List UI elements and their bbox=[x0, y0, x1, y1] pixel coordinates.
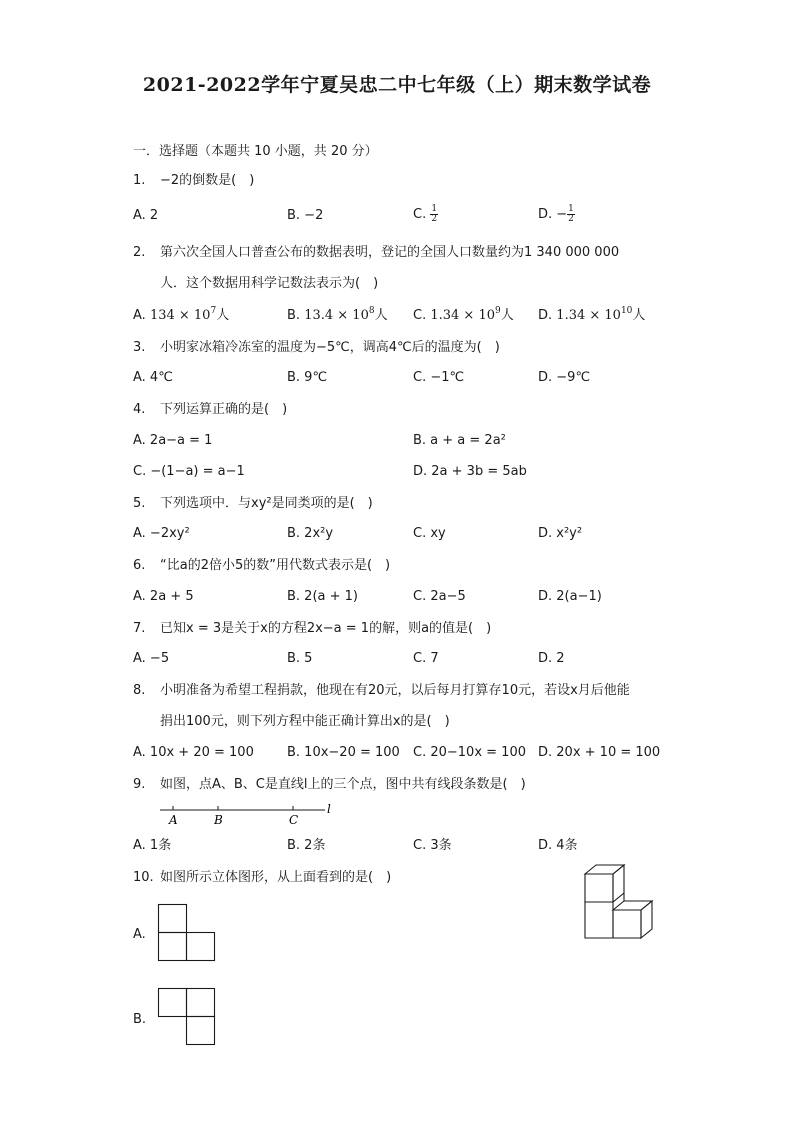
q9-option-c: C. 3条 bbox=[413, 838, 452, 853]
q10-option-a-figure bbox=[157, 903, 219, 965]
q6-option-d: D. 2(a−1) bbox=[538, 589, 602, 604]
question-10-stem: 如图所示立体图形，从上面看到的是( ) bbox=[160, 870, 392, 885]
q3-option-d: D. −9℃ bbox=[538, 370, 591, 385]
q4-option-c: C. −(1−a) = a−1 bbox=[133, 464, 245, 479]
q10-option-a: A. bbox=[133, 927, 146, 942]
q4-option-d: D. 2a + 3b = 5ab bbox=[413, 464, 527, 479]
q6-option-c: C. 2a−5 bbox=[413, 589, 466, 604]
question-2: 2. 第六次全国人口普查公布的数据表明，登记的全国人口数量约为1 340 000 000 bbox=[133, 245, 620, 260]
point-c-label: C bbox=[289, 813, 299, 827]
q9-option-a: A. 1条 bbox=[133, 838, 172, 853]
question-8: 8. 小明准备为希望工程捐款，他现在有20元，以后每月打算存10元，若设x月后他能 bbox=[133, 683, 630, 698]
fraction: $\frac{1}{2}$ bbox=[568, 204, 574, 224]
q8-option-c: C. 20−10x = 100 bbox=[413, 745, 526, 760]
q8-option-b: B. 10x−20 = 100 bbox=[287, 745, 400, 760]
q2-option-d: D. $1.34 \times 10^{10}$人 bbox=[538, 306, 646, 323]
point-b-label: B bbox=[214, 813, 223, 827]
q4-option-a: A. 2a−a = 1 bbox=[133, 433, 213, 448]
q2-option-a: A. $134 \times 10^7$人 bbox=[133, 306, 230, 323]
q1-option-a: A. 2 bbox=[133, 208, 159, 223]
q4-option-b: B. a + a = 2a² bbox=[413, 433, 506, 448]
line-l-label: l bbox=[327, 802, 331, 816]
q10-option-b-figure bbox=[157, 987, 219, 1049]
question-8-stem-cont: 捐出100元，则下列方程中能正确计算出x的是( ) bbox=[160, 714, 450, 729]
q5-option-b: B. 2x²y bbox=[287, 526, 334, 541]
q1-option-d: D. − $\frac{1}{2}$ bbox=[538, 204, 574, 224]
q8-option-d: D. 20x + 10 = 100 bbox=[538, 745, 661, 760]
question-3: 3. 小明家冰箱冷冻室的温度为−5℃，调高4℃后的温度为( ) bbox=[133, 340, 500, 355]
question-5: 5. 下列选项中．与xy²是同类项的是( ) bbox=[133, 496, 373, 511]
q3-option-c: C. −1℃ bbox=[413, 370, 465, 385]
question-4: 4. 下列运算正确的是( ) bbox=[133, 402, 288, 417]
question-4-stem: 下列运算正确的是( ) bbox=[160, 402, 288, 417]
question-10: 10. 如图所示立体图形，从上面看到的是( ) bbox=[133, 870, 392, 885]
question-7: 7. 已知x = 3是关于x的方程2x−a = 1的解，则a的值是( ) bbox=[133, 621, 492, 636]
q6-option-b: B. 2(a + 1) bbox=[287, 589, 358, 604]
q5-option-d: D. x²y² bbox=[538, 526, 583, 541]
q6-option-a: A. 2a + 5 bbox=[133, 589, 194, 604]
q7-option-c: C. 7 bbox=[413, 651, 439, 666]
question-3-stem: 小明家冰箱冷冻室的温度为−5℃，调高4℃后的温度为( ) bbox=[160, 340, 500, 355]
q9-option-b: B. 2条 bbox=[287, 838, 326, 853]
solid-figure bbox=[580, 860, 665, 950]
question-6-stem: “比a的2倍小5的数”用代数式表示是( ) bbox=[160, 558, 391, 573]
q5-option-c: C. xy bbox=[413, 526, 446, 541]
q3-option-a: A. 4℃ bbox=[133, 370, 173, 385]
q1-option-c: C. $\frac{1}{2}$ bbox=[413, 204, 438, 224]
question-8-stem: 小明准备为希望工程捐款，他现在有20元，以后每月打算存10元，若设x月后他能 bbox=[160, 683, 630, 698]
q7-option-b: B. 5 bbox=[287, 651, 313, 666]
question-5-stem: 下列选项中．与xy²是同类项的是( ) bbox=[160, 496, 373, 511]
q1-option-b: B. −2 bbox=[287, 208, 324, 223]
q7-option-d: D. 2 bbox=[538, 651, 565, 666]
line-figure bbox=[155, 800, 345, 830]
q3-option-b: B. 9℃ bbox=[287, 370, 328, 385]
question-2-stem: 第六次全国人口普查公布的数据表明，登记的全国人口数量约为1 340 000 000 bbox=[160, 245, 620, 260]
q8-option-a: A. 10x + 20 = 100 bbox=[133, 745, 254, 760]
q10-option-b: B. bbox=[133, 1012, 147, 1027]
q7-option-a: A. −5 bbox=[133, 651, 170, 666]
page-title: 2021-2022学年宁夏吴忠二中七年级（上）期末数学试卷 bbox=[142, 74, 652, 96]
q5-option-a: A. −2xy² bbox=[133, 526, 190, 541]
q2-option-b: B. $13.4 \times 10^8$人 bbox=[287, 306, 388, 323]
fraction: $\frac{1}{2}$ bbox=[431, 204, 438, 224]
question-1-stem: −2的倒数是( ) bbox=[160, 173, 255, 188]
section-heading: 一．选择题（本题共 10 小题，共 20 分） bbox=[133, 144, 378, 159]
question-1: 1. −2的倒数是( ) bbox=[133, 173, 255, 188]
question-6: 6. “比a的2倍小5的数”用代数式表示是( ) bbox=[133, 558, 391, 573]
q9-option-d: D. 4条 bbox=[538, 838, 578, 853]
question-9: 9. 如图，点A、B、C是直线l上的三个点，图中共有线段条数是( ) bbox=[133, 777, 526, 792]
point-a-label: A bbox=[169, 813, 178, 827]
question-9-stem: 如图，点A、B、C是直线l上的三个点，图中共有线段条数是( ) bbox=[160, 777, 526, 792]
q2-option-c: C. $1.34 \times 10^9$人 bbox=[413, 306, 514, 323]
question-7-stem: 已知x = 3是关于x的方程2x−a = 1的解，则a的值是( ) bbox=[160, 621, 492, 636]
question-2-stem-cont: 人．这个数据用科学记数法表示为( ) bbox=[160, 276, 379, 291]
